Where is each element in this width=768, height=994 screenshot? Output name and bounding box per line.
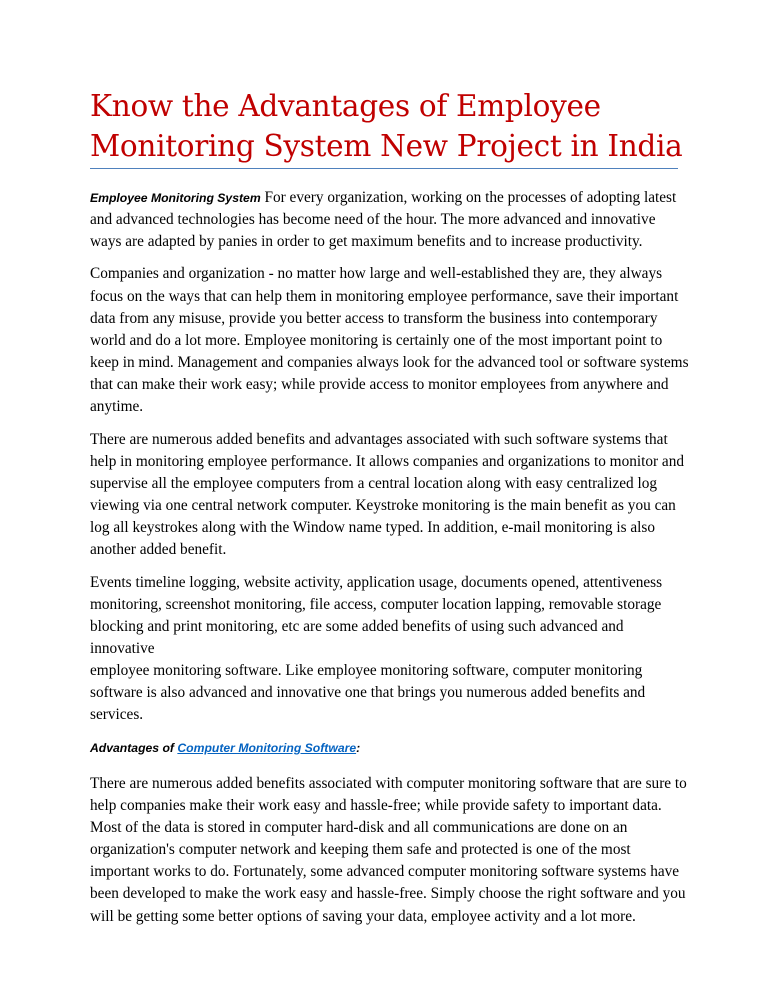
paragraph-companies: Companies and organization - no matter how large and well-established they are, they always focus on the ways that can help them in monitoring employee performance, save their important data from any misuse, provide you better access to transform the business into contemporary world and do a lot more. Employee monitoring is certainly one of the most important point to keep in mind. Management and companies always look for the advanced tool or software systems that can make their work easy; while provide access to monitor employees from anywhere and anytime. <box>90 265 689 416</box>
events-text-part-2: employee monitoring software. Like employee monitoring software, computer monitoring software is also advanced and innovative one that brings you numerous added benefits and services. <box>90 662 646 724</box>
subheading-suffix: : <box>356 740 361 755</box>
subheading-prefix: Advantages of <box>90 740 178 755</box>
intro-paragraph <box>90 187 690 253</box>
title-underline-rule <box>90 168 678 169</box>
section-subheading <box>90 737 690 759</box>
events-text-part-1: Events timeline logging, website activity, application usage, documents opened, attentiveness monitoring, screenshot monitoring, file access, computer location lapping, removable storage blocking and print monitoring, etc are some added benefits of using such advanced and innovative <box>90 573 663 657</box>
intro-lead: Employee Monitoring System <box>90 191 261 205</box>
document-body <box>90 187 690 938</box>
document-title: Know the Advantages of Employee Monitoring System New Project in India <box>90 89 683 163</box>
paragraph-events <box>90 572 690 727</box>
paragraph-final: There are numerous added benefits associated with computer monitoring software that are sure to help companies make their work easy and hassle-free; while provide safety to important data. Most of the data is stored in computer hard-disk and all communications are done on an organization's computer network and keeping them safe and protected is one of the most important works to do. Fortunately, some advanced computer monitoring software systems have been developed to make the work easy and hassle-free. Simply choose the right software and you will be getting some better options of saving your data, employee activity and a lot more. <box>90 774 687 925</box>
computer-monitoring-software-link[interactable]: Computer Monitoring Software <box>177 740 357 755</box>
intro-text: For every organization, working on the processes of adopting latest and advanced technologies has become need of the hour. The more advanced and innovative ways are adapted by panies in order to get maximum benefits and to increase productivity. <box>90 189 677 251</box>
paragraph-benefits: There are numerous added benefits and advantages associated with such software systems that help in monitoring employee performance. It allows companies and organizations to monitor and supervise all the employee computers from a central location along with easy centralized log viewing via one central network computer. Keystroke monitoring is the main benefit as you can log all keystrokes along with the Window name typed. In addition, e-mail monitoring is also another added benefit. <box>90 430 685 559</box>
